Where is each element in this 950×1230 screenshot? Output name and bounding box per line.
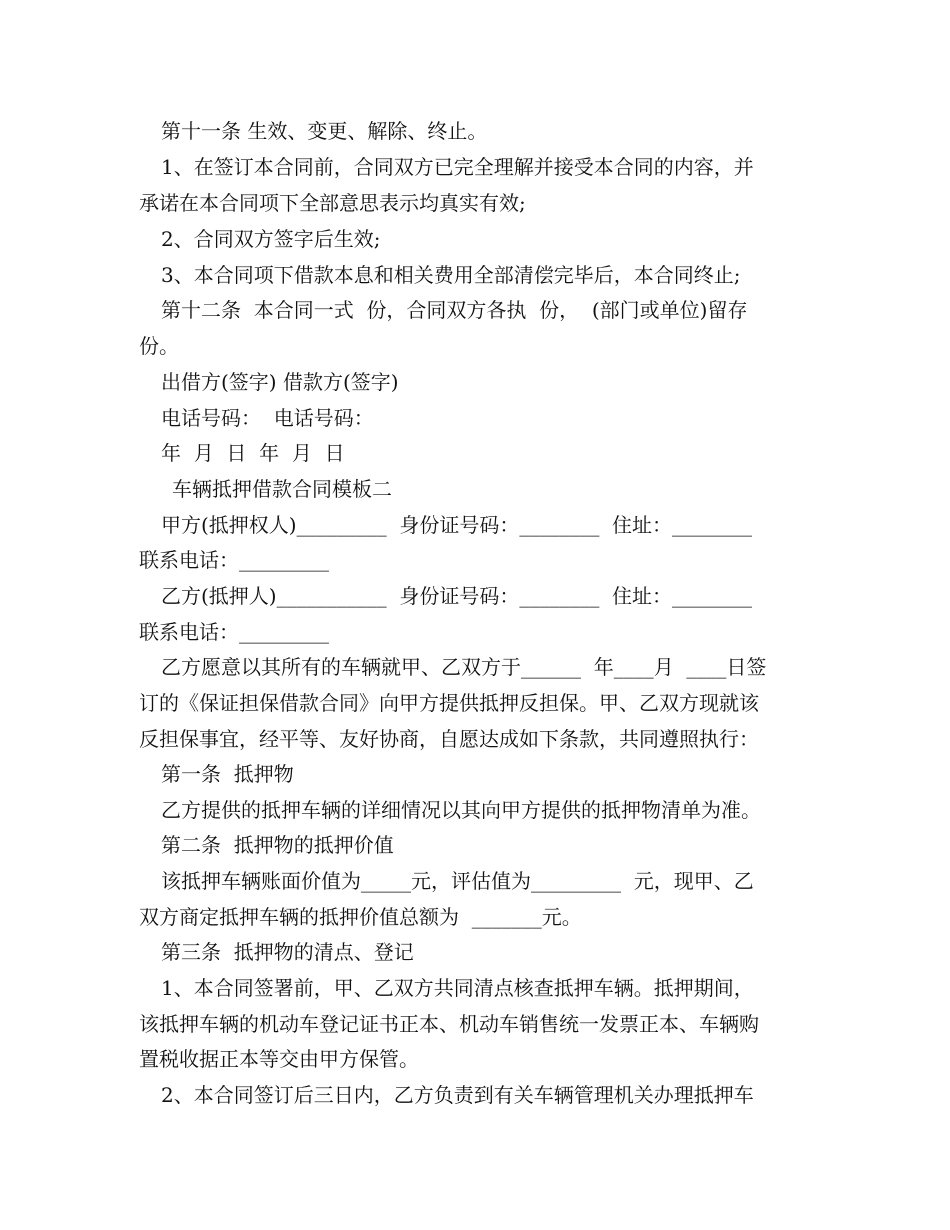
article-2-line-2: 双方商定抵押车辆的抵押价值总额为 _______元。	[139, 905, 582, 929]
phone-labels: 电话号码： 电话号码：	[161, 406, 374, 430]
preamble-line-2: 订的《保证担保借款合同》向甲方提供抵押反担保。甲、乙双方现就该	[139, 691, 759, 715]
party-b-phone: 联系电话：_________	[139, 620, 329, 644]
article-11-item-1-line-2: 承诺在本合同项下全部意思表示均真实有效;	[139, 191, 526, 215]
date-labels: 年 月 日 年 月 日	[161, 441, 345, 465]
party-a-line: 甲方(抵押权人)_________ 身份证号码：________ 住址：________	[161, 513, 753, 537]
article-3-item-2-line-1: 2、本合同签订后三日内，乙方负责到有关车辆管理机关办理抵押车	[161, 1083, 754, 1107]
article-11-item-3: 3、本合同项下借款本息和相关费用全部清偿完毕后，本合同终止;	[161, 263, 741, 287]
article-11-heading: 第十一条 生效、变更、解除、终止。	[161, 119, 488, 143]
preamble-line-3: 反担保事宜，经平等、友好协商，自愿达成如下条款，共同遵照执行：	[139, 727, 759, 751]
article-11-item-1-line-1: 1、在签订本合同前，合同双方已完全理解并接受本合同的内容，并	[161, 155, 754, 179]
party-b-line: 乙方(抵押人)___________ 身份证号码：________ 住址：________	[161, 584, 753, 608]
article-3-item-1-line-1: 1、本合同签署前，甲、乙双方共同清点核查抵押车辆。抵押期间，	[161, 976, 754, 1000]
template-2-title: 车辆抵押借款合同模板二	[172, 477, 392, 501]
preamble-line-1: 乙方愿意以其所有的车辆就甲、乙双方于______ 年____月 ____日签	[161, 655, 767, 679]
article-11-item-2: 2、合同双方签字后生效;	[161, 227, 381, 251]
article-3-item-1-line-3: 置税收据正本等交由甲方保管。	[139, 1047, 419, 1071]
article-3-heading: 第三条 抵押物的清点、登记	[161, 940, 414, 964]
party-a-phone: 联系电话：_________	[139, 548, 329, 572]
article-3-item-1-line-2: 该抵押车辆的机动车登记证书正本、机动车销售统一发票正本、车辆购	[139, 1012, 759, 1036]
article-12-line-2: 份。	[139, 334, 179, 358]
signature-labels: 出借方(签字) 借款方(签字)	[161, 370, 399, 394]
article-1-text: 乙方提供的抵押车辆的详细情况以其向甲方提供的抵押物清单为准。	[161, 798, 761, 822]
article-2-line-1: 该抵押车辆账面价值为_____元，评估值为_________ 元，现甲、乙	[161, 869, 754, 893]
article-1-heading: 第一条 抵押物	[161, 762, 294, 786]
article-2-heading: 第二条 抵押物的抵押价值	[161, 833, 394, 857]
article-12-line-1: 第十二条 本合同一式 份，合同双方各执 份， (部门或单位)留存	[161, 298, 748, 322]
